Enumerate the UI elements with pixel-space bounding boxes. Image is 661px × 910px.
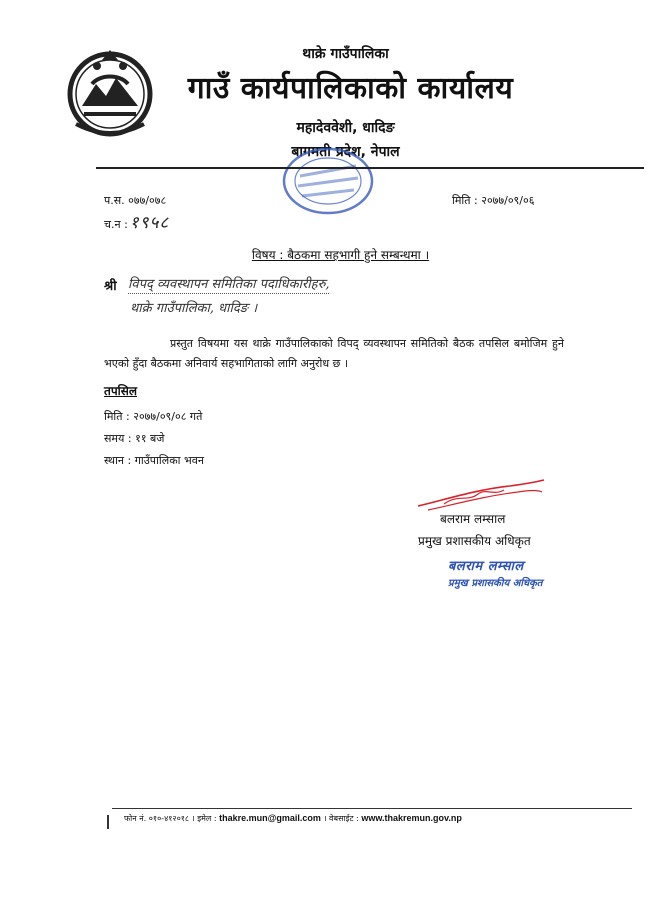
dispatch-label: च.न : bbox=[104, 218, 128, 231]
dispatch-number-handwritten: १९५८ bbox=[129, 213, 170, 233]
address-line-2: बागमती प्रदेश, नेपाल bbox=[291, 144, 400, 160]
stamp-name: बलराम लम्साल bbox=[448, 559, 524, 574]
name-stamp bbox=[448, 556, 542, 589]
addressee-prefix: श्री bbox=[104, 279, 117, 294]
round-seal-icon bbox=[280, 146, 376, 216]
dispatch-number bbox=[104, 210, 169, 233]
signatory-name: बलराम लम्साल bbox=[440, 512, 506, 526]
footer-website[interactable]: www.thakremun.gov.np bbox=[361, 813, 462, 823]
address-line-1: महादेववेशी, धादिङ bbox=[296, 120, 395, 136]
signatory-title: प्रमुख प्रशासकीय अधिकृत bbox=[418, 534, 531, 548]
details-heading: तपसिल bbox=[104, 384, 138, 398]
subject-line bbox=[0, 246, 661, 263]
addressee-line-1: विपद् व्यवस्थापन समितिका पदाधिकारीहरु, bbox=[128, 274, 329, 294]
subject-text: विषय : बैठकमा सहभागी हुने सम्बन्धमा । bbox=[251, 248, 430, 262]
footer-email[interactable]: thakre.mun@gmail.com bbox=[219, 813, 321, 823]
addressee-line-2: थाक्रे गाउँपालिका, धादिङ । bbox=[130, 301, 258, 316]
footer-contact bbox=[124, 813, 462, 824]
letter-date: मिति : २०७७/०९/०६ bbox=[452, 194, 535, 207]
footer-phone: फोन नं. ०१०-४१२०१८ । इमेल : bbox=[124, 814, 217, 823]
footer-web-label: । वेबसाईट : bbox=[323, 814, 359, 823]
meeting-time: समय : ११ बजे bbox=[104, 432, 165, 445]
letter-body: प्रस्तुत विषयमा यस थाक्रे गाउँपालिकाको विपद् व्यवस्थापन समितिको बैठक तपसिल बमोजिम हुने भएको हुँदा बैठकमा अनिवार्य सहभागिताको लागि अनुरोध छ । bbox=[104, 337, 564, 370]
footer-divider bbox=[112, 808, 632, 809]
municipality-name: थाक्रे गाउँपालिका bbox=[302, 46, 389, 62]
header-divider bbox=[96, 167, 644, 169]
office-title: गाउँ कार्यपालिकाको कार्यालय bbox=[187, 71, 514, 106]
margin-mark bbox=[107, 815, 109, 829]
meeting-place: स्थान : गाउँपालिका भवन bbox=[104, 454, 204, 467]
stamp-title: प्रमुख प्रशासकीय अधिकृत bbox=[448, 578, 543, 589]
meeting-date: मिति : २०७७/०९/०८ गते bbox=[104, 410, 203, 423]
reference-number: प.स. ०७७/०७८ bbox=[104, 194, 167, 207]
